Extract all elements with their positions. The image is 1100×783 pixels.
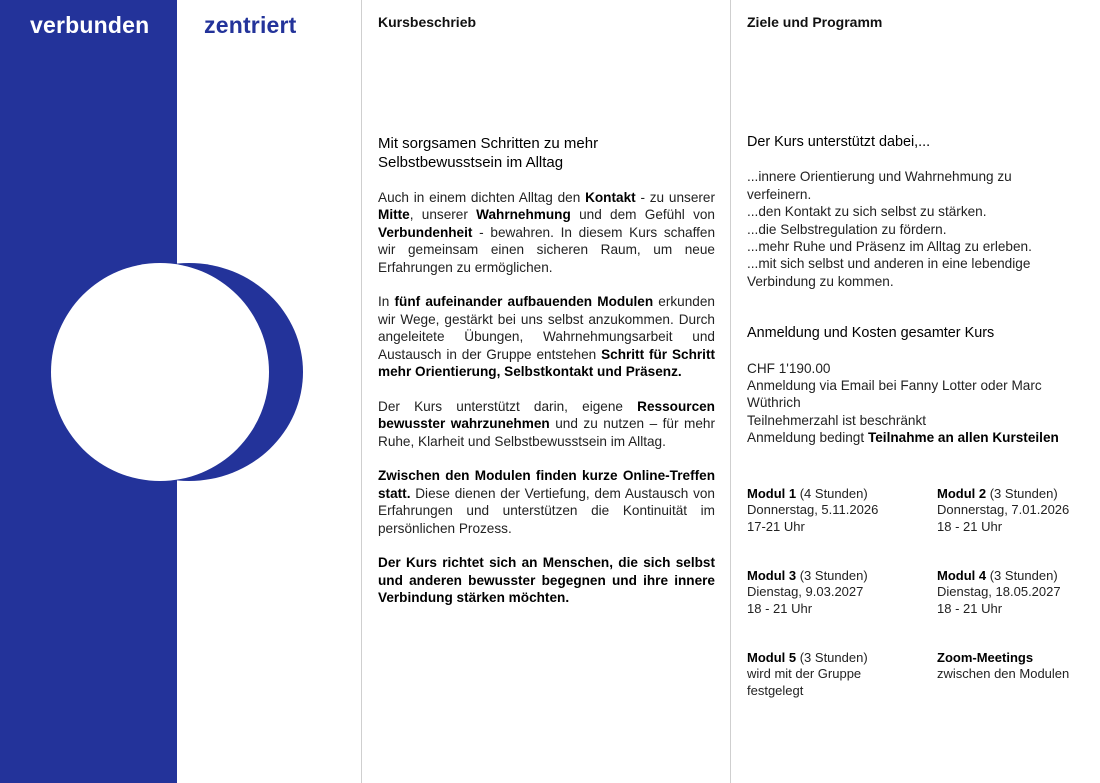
- emphasis: fünf aufeinander aufbauenden Modulen: [394, 294, 654, 310]
- emphasis: Verbundenheit: [378, 224, 473, 240]
- module-time: 17-21 Uhr: [747, 518, 805, 534]
- emphasis: Kontakt: [585, 190, 636, 205]
- text-run: Auch in einem dichten Alltag den: [378, 190, 586, 205]
- goal-item: ...innere Orientierung und Wahrnehmung zu verfeinern.: [747, 169, 1012, 202]
- module-2: [937, 486, 1100, 535]
- module-hours: (4 Stunden): [796, 486, 868, 501]
- circle-graphic: [51, 263, 269, 481]
- module-name: Modul 3: [747, 568, 797, 583]
- price: CHF 1'190.00: [747, 360, 831, 376]
- course-description: [378, 134, 715, 624]
- emphasis: Schritt für Schritt mehr Orientierung, Selbstkontakt und Präsenz.: [378, 346, 716, 380]
- module-date: wird mit der Gruppe festgelegt: [747, 666, 862, 698]
- emphasis: Teilnahme an allen Kursteilen: [867, 430, 1059, 446]
- column-title-ziele: Ziele und Programm: [747, 14, 883, 30]
- module-time: 18 - 21 Uhr: [937, 518, 1003, 534]
- emphasis: Mitte: [378, 207, 410, 223]
- module-5: [747, 650, 887, 699]
- module-date: Dienstag, 18.05.2027: [937, 584, 1061, 600]
- registration-line: Anmeldung via Email bei Fanny Lotter oder Marc Wüthrich: [747, 378, 1042, 411]
- module-1: [747, 486, 917, 535]
- module-3: [747, 568, 917, 617]
- text-run: - zu unserer: [635, 190, 715, 205]
- module-time: 18 - 21 Uhr: [747, 600, 813, 616]
- column-divider: [730, 0, 731, 783]
- text-run: erkunden wir Wege, gestärkt bei uns selbst anzukommen. Durch angeleitete Übungen, Wahrnehmungsarbeit und Austausch in der Gruppe entstehen: [378, 294, 715, 362]
- module-name: Modul 5: [747, 650, 797, 665]
- emphasis: Wahrnehmung: [476, 207, 571, 223]
- goal-item: ...die Selbstregulation zu fördern.: [747, 221, 947, 237]
- module-date: zwischen den Modulen: [937, 666, 1070, 682]
- emphasis: Ressourcen bewusster wahrzunehmen: [378, 398, 715, 432]
- module-time: 18 - 21 Uhr: [937, 600, 1003, 616]
- registration-line: [747, 429, 1077, 446]
- text-run: - bewahren. In diesem Kurs schaffen wir gemeinsam einen sicheren Raum, um neue Erfahrungen zu ermöglichen.: [378, 224, 715, 275]
- description-paragraph-3: [378, 398, 715, 450]
- column-divider: [361, 0, 362, 783]
- module-date: Donnerstag, 7.01.2026: [937, 502, 1070, 518]
- description-paragraph-5: [378, 554, 715, 606]
- module-hours: (3 Stunden): [796, 650, 868, 665]
- goals-and-registration: [747, 134, 1077, 447]
- module-name: Modul 1: [747, 486, 797, 501]
- goals-list: [747, 168, 1077, 290]
- registration-heading: Anmeldung und Kosten gesamter Kurs: [747, 325, 995, 342]
- text-run: Der Kurs unterstützt darin, eigene: [378, 398, 638, 414]
- description-paragraph-2: [378, 293, 715, 380]
- goal-item: ...mit sich selbst und anderen in eine lebendige Verbindung zu kommen.: [747, 256, 1031, 289]
- zoom-meetings: [937, 650, 1100, 683]
- text-run: , unserer: [409, 207, 477, 223]
- column-title-kursbeschrieb: Kursbeschrieb: [378, 14, 477, 30]
- emphasis: Zwischen den Modulen finden kurze Online-Treffen statt.: [378, 468, 715, 501]
- description-paragraph-4: [378, 467, 715, 537]
- brand-word-zentriert: zentriert: [204, 12, 297, 38]
- module-hours: (3 Stunden): [986, 486, 1058, 501]
- module-4: [937, 568, 1100, 617]
- module-name: Zoom-Meetings: [937, 650, 1034, 665]
- module-date: Donnerstag, 5.11.2026: [747, 502, 879, 518]
- text-run: Diese dienen der Vertiefung, dem Austausch von Erfahrungen und unterstützen die Kontinuität im persönlichen Prozess.: [378, 485, 715, 536]
- description-heading: Mit sorgsamen Schritten zu mehr Selbstbewusstsein im Alltag: [378, 135, 599, 171]
- module-hours: (3 Stunden): [986, 568, 1058, 583]
- module-hours: (3 Stunden): [796, 568, 868, 583]
- emphasis: Der Kurs richtet sich an Menschen, die sich selbst und anderen bewusster begegnen und ihre innere Verbindung stärken möchten.: [378, 555, 715, 606]
- goal-item: ...mehr Ruhe und Präsenz im Alltag zu erleben.: [747, 239, 1032, 255]
- description-paragraph-1: [378, 189, 715, 276]
- text-run: und zu nutzen – für mehr Ruhe, Klarheit und Selbstbewusstsein im Alltag.: [378, 416, 715, 449]
- goals-heading: Der Kurs unterstützt dabei,...: [747, 134, 931, 150]
- module-date: Dienstag, 9.03.2027: [747, 584, 864, 600]
- registration-line: Teilnehmerzahl ist beschränkt: [747, 412, 927, 428]
- text-run: In: [378, 294, 395, 310]
- module-name: Modul 2: [937, 486, 987, 501]
- text-run: und dem Gefühl von: [570, 207, 715, 223]
- brand-word-verbunden: verbunden: [30, 12, 150, 38]
- goal-item: ...den Kontakt zu sich selbst zu stärken.: [747, 204, 987, 220]
- module-name: Modul 4: [937, 568, 987, 583]
- text-run: Anmeldung bedingt: [747, 430, 868, 446]
